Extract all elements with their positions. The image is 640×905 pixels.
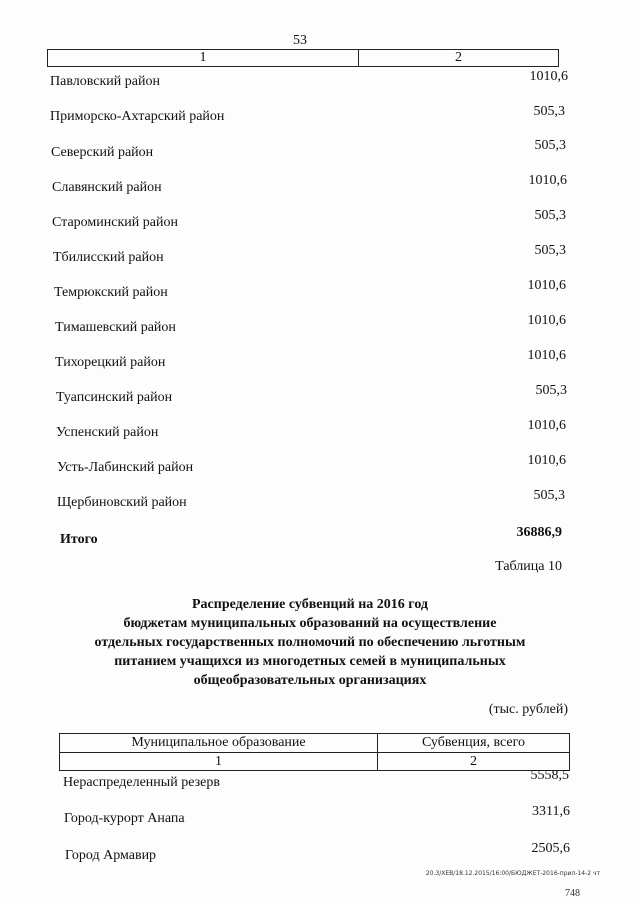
table-row — [0, 841, 640, 872]
table-row — [0, 804, 640, 835]
column-number-2: 2 — [470, 754, 477, 769]
table-row — [0, 768, 640, 799]
column-number-1: 1 — [48, 50, 359, 66]
table-row — [0, 104, 640, 133]
row-value: 5558,5 — [530, 768, 569, 783]
column-number-header — [47, 49, 559, 67]
table-row — [0, 313, 640, 344]
row-name: Северский район — [51, 145, 154, 160]
row-name: Староминский район — [52, 215, 178, 230]
table-row — [0, 453, 640, 484]
table-label: Таблица 10 — [495, 559, 562, 574]
row-value: 505,3 — [534, 138, 566, 153]
row-name: Славянский район — [52, 180, 162, 195]
row-name: Приморско-Ахтарский район — [50, 109, 225, 124]
table-row — [0, 173, 640, 204]
header-subvention: Субвенция, всего — [421, 735, 526, 750]
title-line: бюджетам муниципальных образований на осуществление — [123, 616, 497, 631]
row-name: Усть-Лабинский район — [57, 460, 194, 475]
table-title — [60, 595, 560, 690]
row-value: 1010,6 — [527, 453, 566, 468]
row-name: Щербиновский район — [57, 495, 187, 510]
column-number-1: 1 — [60, 753, 378, 770]
row-name: Нераспределенный резерв — [63, 775, 220, 790]
row-value: 2505,6 — [531, 841, 570, 856]
row-name: Павловский район — [50, 74, 160, 89]
row-value: 505,3 — [534, 243, 566, 258]
row-name: Тимашевский район — [55, 320, 176, 335]
total-row — [0, 525, 640, 556]
row-value: 505,3 — [533, 488, 565, 503]
header-municipality: Муниципальное образование — [60, 734, 378, 752]
total-value: 36886,9 — [516, 525, 562, 540]
column-number-2: 2 — [455, 50, 462, 65]
row-name: Город-курорт Анапа — [64, 811, 185, 826]
table-row — [0, 348, 640, 379]
row-value: 1010,6 — [529, 69, 568, 84]
row-name: Тихорецкий район — [55, 355, 166, 370]
row-name: Туапсинский район — [56, 390, 173, 405]
row-name: Успенский район — [56, 425, 159, 440]
row-value: 3311,6 — [532, 804, 570, 819]
footer-sheet-number: 748 — [565, 888, 580, 899]
title-line: общеобразовательных организациях — [193, 673, 427, 688]
row-value: 1010,6 — [527, 348, 566, 363]
row-name: Тбилисский район — [53, 250, 164, 265]
row-value: 1010,6 — [527, 278, 566, 293]
table-row — [0, 383, 640, 414]
table-row — [0, 243, 640, 274]
row-value: 1010,6 — [527, 313, 566, 328]
row-value: 505,3 — [533, 104, 565, 119]
title-line: отдельных государственных полномочий по обеспечению льготным — [94, 635, 526, 650]
units-label: (тыс. рублей) — [488, 702, 568, 717]
row-name: Город Армавир — [65, 848, 157, 863]
row-value: 1010,6 — [527, 418, 566, 433]
table-row — [0, 69, 640, 98]
row-name: Темрюкский район — [54, 285, 168, 300]
page-number: 53 — [293, 33, 307, 48]
title-line: питанием учащихся из многодетных семей в муниципальных — [114, 654, 506, 669]
table-row — [0, 138, 640, 169]
row-value: 505,3 — [534, 208, 566, 223]
row-value: 1010,6 — [528, 173, 567, 188]
total-label: Итого — [60, 532, 98, 547]
table-row — [0, 418, 640, 449]
footer-document-code: 20.3/ХЕВ/18.12.2015/16:00/БЮДЖЕТ-2016-прил-14-2 чт — [425, 870, 600, 877]
table-row — [0, 488, 640, 519]
table-row — [0, 208, 640, 239]
table-header — [59, 733, 570, 771]
row-value: 505,3 — [535, 383, 567, 398]
title-line: Распределение субвенций на 2016 год — [192, 597, 428, 612]
table-row — [0, 278, 640, 309]
